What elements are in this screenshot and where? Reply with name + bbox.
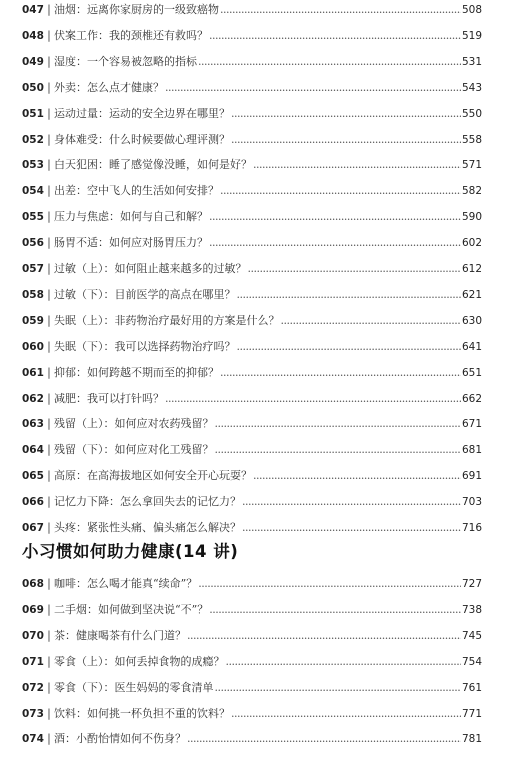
section-heading: 小习惯如何助力健康(14 讲): [22, 542, 239, 561]
entry-number: 051: [22, 107, 44, 120]
entry-separator: |: [47, 158, 51, 172]
dot-leader: [231, 132, 461, 148]
entry-number: 069: [22, 603, 44, 616]
entry-separator: |: [47, 106, 51, 120]
dot-leader: [242, 494, 461, 510]
entry-title: 咖啡：怎么喝才能真“续命”？: [54, 577, 198, 590]
entry-separator: |: [47, 287, 51, 301]
entry-separator: |: [47, 339, 51, 353]
toc-entry[interactable]: [22, 628, 482, 644]
entry-number: 074: [22, 733, 44, 746]
dot-leader: [237, 287, 461, 303]
toc-entry[interactable]: [22, 261, 482, 277]
entry-title: 零食（上）：如何丢掉食物的成瘾？: [54, 654, 225, 668]
entry-separator: |: [47, 732, 51, 746]
toc-entry[interactable]: [22, 494, 482, 510]
entry-separator: |: [47, 654, 51, 668]
entry-page-number: 738: [461, 603, 482, 616]
entry-separator: |: [47, 521, 51, 534]
entry-title: 记忆力下降：怎么拿回失去的记忆力？: [54, 495, 241, 509]
entry-title: 残留（上）：如何应对农药残留？: [54, 417, 214, 431]
entry-separator: |: [47, 236, 51, 250]
entry-page-number: 508: [461, 4, 482, 16]
entry-number: 057: [22, 263, 44, 275]
toc-entry[interactable]: [22, 365, 482, 381]
entry-number: 064: [22, 444, 44, 457]
dot-leader: [215, 680, 461, 696]
entry-page-number: 641: [461, 340, 482, 353]
dot-leader: [209, 602, 461, 618]
entry-title: 抑郁：如何跨越不期而至的抑郁？: [54, 365, 219, 379]
entry-number: 073: [22, 707, 44, 720]
entry-page-number: 571: [461, 159, 482, 172]
entry-number: 054: [22, 185, 44, 198]
entry-number: 048: [22, 29, 44, 42]
entry-page-number: 727: [461, 578, 482, 590]
entry-separator: |: [47, 80, 51, 94]
toc-entry[interactable]: [22, 132, 482, 148]
toc-entry[interactable]: [22, 731, 482, 747]
entry-page-number: 582: [461, 185, 482, 198]
entry-page-number: 621: [461, 288, 482, 301]
entry-number: 050: [22, 81, 44, 94]
entry-title: 伏案工作：我的颈椎还有救吗？: [54, 28, 208, 42]
toc-entry[interactable]: [22, 209, 482, 225]
dot-leader: [215, 416, 461, 432]
toc-entry[interactable]: [22, 654, 482, 670]
entry-page-number: 602: [461, 237, 482, 250]
toc-entry[interactable]: [22, 2, 482, 18]
entry-page-number: 745: [461, 629, 482, 642]
dot-leader: [165, 391, 461, 407]
entry-number: 053: [22, 159, 44, 172]
dot-leader: [231, 706, 461, 722]
dot-leader: [220, 183, 461, 199]
entry-number: 049: [22, 55, 44, 68]
toc-entry[interactable]: [22, 468, 482, 484]
entry-number: 060: [22, 340, 44, 353]
entry-page-number: 771: [461, 707, 482, 720]
entry-page-number: 531: [461, 55, 482, 68]
entry-number: 047: [22, 4, 44, 16]
entry-separator: |: [47, 602, 51, 616]
entry-page-number: 681: [461, 444, 482, 457]
entry-title: 头疼：紧张性头痛、偏头痛怎么解决？: [54, 521, 241, 534]
entry-page-number: 716: [461, 522, 482, 534]
entry-page-number: 543: [461, 81, 482, 94]
entry-title: 减肥：我可以打针吗？: [54, 391, 164, 405]
entry-page-number: 703: [461, 496, 482, 509]
entry-page-number: 671: [461, 418, 482, 431]
entry-number: 067: [22, 522, 44, 534]
entry-separator: |: [47, 132, 51, 146]
entry-separator: |: [47, 680, 51, 694]
dot-leader: [187, 731, 461, 747]
entry-separator: |: [47, 313, 51, 327]
entry-title: 零食（下）：医生妈妈的零食清单: [54, 680, 214, 694]
dot-leader: [220, 365, 461, 381]
entry-title: 过敏（下）：目前医学的高点在哪里？: [54, 287, 236, 301]
entry-number: 058: [22, 288, 44, 301]
toc-entry[interactable]: [22, 576, 482, 592]
dot-leader: [253, 468, 461, 484]
entry-number: 072: [22, 681, 44, 694]
entry-separator: |: [47, 210, 51, 224]
toc-entry[interactable]: [22, 602, 482, 618]
toc-entry[interactable]: [22, 313, 482, 329]
toc-entry[interactable]: [22, 391, 482, 407]
dot-leader: [231, 106, 461, 122]
toc-entry[interactable]: [22, 287, 482, 303]
entry-page-number: 761: [461, 681, 482, 694]
entry-title: 残留（下）：如何应对化工残留？: [54, 443, 214, 457]
dot-leader: [165, 80, 461, 96]
dot-leader: [226, 654, 461, 670]
entry-page-number: 630: [461, 314, 482, 327]
entry-page-number: 612: [461, 263, 482, 275]
entry-title: 运动过量：运动的安全边界在哪里？: [54, 106, 230, 120]
dot-leader: [209, 209, 461, 225]
toc-entry[interactable]: [22, 416, 482, 432]
entry-page-number: 691: [461, 470, 482, 483]
toc-entry[interactable]: [22, 157, 482, 173]
entry-title: 二手烟：如何做到坚决说“不”？: [54, 602, 209, 616]
entry-page-number: 558: [461, 133, 482, 146]
entry-number: 062: [22, 392, 44, 405]
entry-page-number: 781: [461, 733, 482, 746]
entry-page-number: 754: [461, 655, 482, 668]
dot-leader: [198, 576, 461, 592]
entry-title: 油烟：远离你家厨房的一级致癌物: [54, 3, 219, 16]
entry-separator: |: [47, 628, 51, 642]
dot-leader: [248, 261, 461, 277]
entry-title: 湿度：一个容易被忽略的指标: [54, 54, 197, 68]
toc-entry[interactable]: [22, 339, 482, 355]
entry-separator: |: [47, 365, 51, 379]
toc-entry[interactable]: [22, 183, 482, 199]
entry-separator: |: [47, 54, 51, 68]
entry-number: 061: [22, 366, 44, 379]
entry-page-number: 519: [461, 29, 482, 42]
entry-separator: |: [47, 495, 51, 509]
entry-separator: |: [47, 706, 51, 720]
entry-number: 066: [22, 496, 44, 509]
entry-title: 过敏（上）：如何阻止越来越多的过敏？: [54, 262, 247, 275]
entry-number: 063: [22, 418, 44, 431]
entry-title: 酒：小酌怡情如何不伤身？: [54, 732, 186, 746]
entry-number: 071: [22, 655, 44, 668]
entry-separator: |: [47, 3, 51, 16]
dot-leader: [187, 628, 461, 644]
toc-entry[interactable]: [22, 106, 482, 122]
entry-number: 070: [22, 629, 44, 642]
entry-page-number: 590: [461, 211, 482, 224]
entry-separator: |: [47, 391, 51, 405]
toc-entry[interactable]: [22, 54, 482, 70]
toc-entry[interactable]: [22, 706, 482, 722]
entry-title: 失眠（上）：非药物治疗最好用的方案是什么？: [54, 313, 280, 327]
entry-separator: |: [47, 577, 51, 590]
toc-entry[interactable]: [22, 442, 482, 458]
entry-separator: |: [47, 28, 51, 42]
toc-entry[interactable]: [22, 235, 482, 251]
dot-leader: [281, 313, 461, 329]
entry-number: 068: [22, 578, 44, 590]
toc-entry[interactable]: [22, 28, 482, 44]
dot-leader: [198, 54, 461, 70]
dot-leader: [209, 28, 461, 44]
entry-number: 056: [22, 237, 44, 250]
entry-number: 055: [22, 211, 44, 224]
toc-entry[interactable]: [22, 520, 482, 536]
dot-leader: [220, 2, 461, 18]
entry-title: 压力与焦虑：如何与自己和解？: [54, 210, 208, 224]
toc-entry[interactable]: [22, 80, 482, 96]
entry-separator: |: [47, 443, 51, 457]
dot-leader: [253, 157, 461, 173]
entry-number: 065: [22, 470, 44, 483]
entry-title: 肠胃不适：如何应对肠胃压力？: [54, 236, 208, 250]
entry-title: 失眠（下）：我可以选择药物治疗吗？: [54, 339, 236, 353]
entry-page-number: 651: [461, 366, 482, 379]
dot-leader: [237, 339, 461, 355]
entry-number: 052: [22, 133, 44, 146]
entry-separator: |: [47, 417, 51, 431]
entry-separator: |: [47, 262, 51, 275]
entry-title: 白天犯困：睡了感觉像没睡，如何是好？: [54, 158, 252, 172]
entry-separator: |: [47, 184, 51, 198]
dot-leader: [242, 520, 461, 536]
dot-leader: [215, 442, 461, 458]
entry-page-number: 662: [461, 392, 482, 405]
dot-leader: [209, 235, 461, 251]
entry-title: 茶：健康喝茶有什么门道？: [54, 628, 186, 642]
entry-page-number: 550: [461, 107, 482, 120]
entry-number: 059: [22, 314, 44, 327]
entry-title: 饮料：如何挑一杯负担不重的饮料？: [54, 706, 230, 720]
entry-separator: |: [47, 469, 51, 483]
entry-title: 外卖：怎么点才健康？: [54, 80, 164, 94]
entry-title: 身体难受：什么时候要做心理评测？: [54, 132, 230, 146]
toc-entry[interactable]: [22, 680, 482, 696]
entry-title: 出差：空中飞人的生活如何安排？: [54, 184, 219, 198]
entry-title: 高原：在高海拔地区如何安全开心玩耍？: [54, 469, 252, 483]
